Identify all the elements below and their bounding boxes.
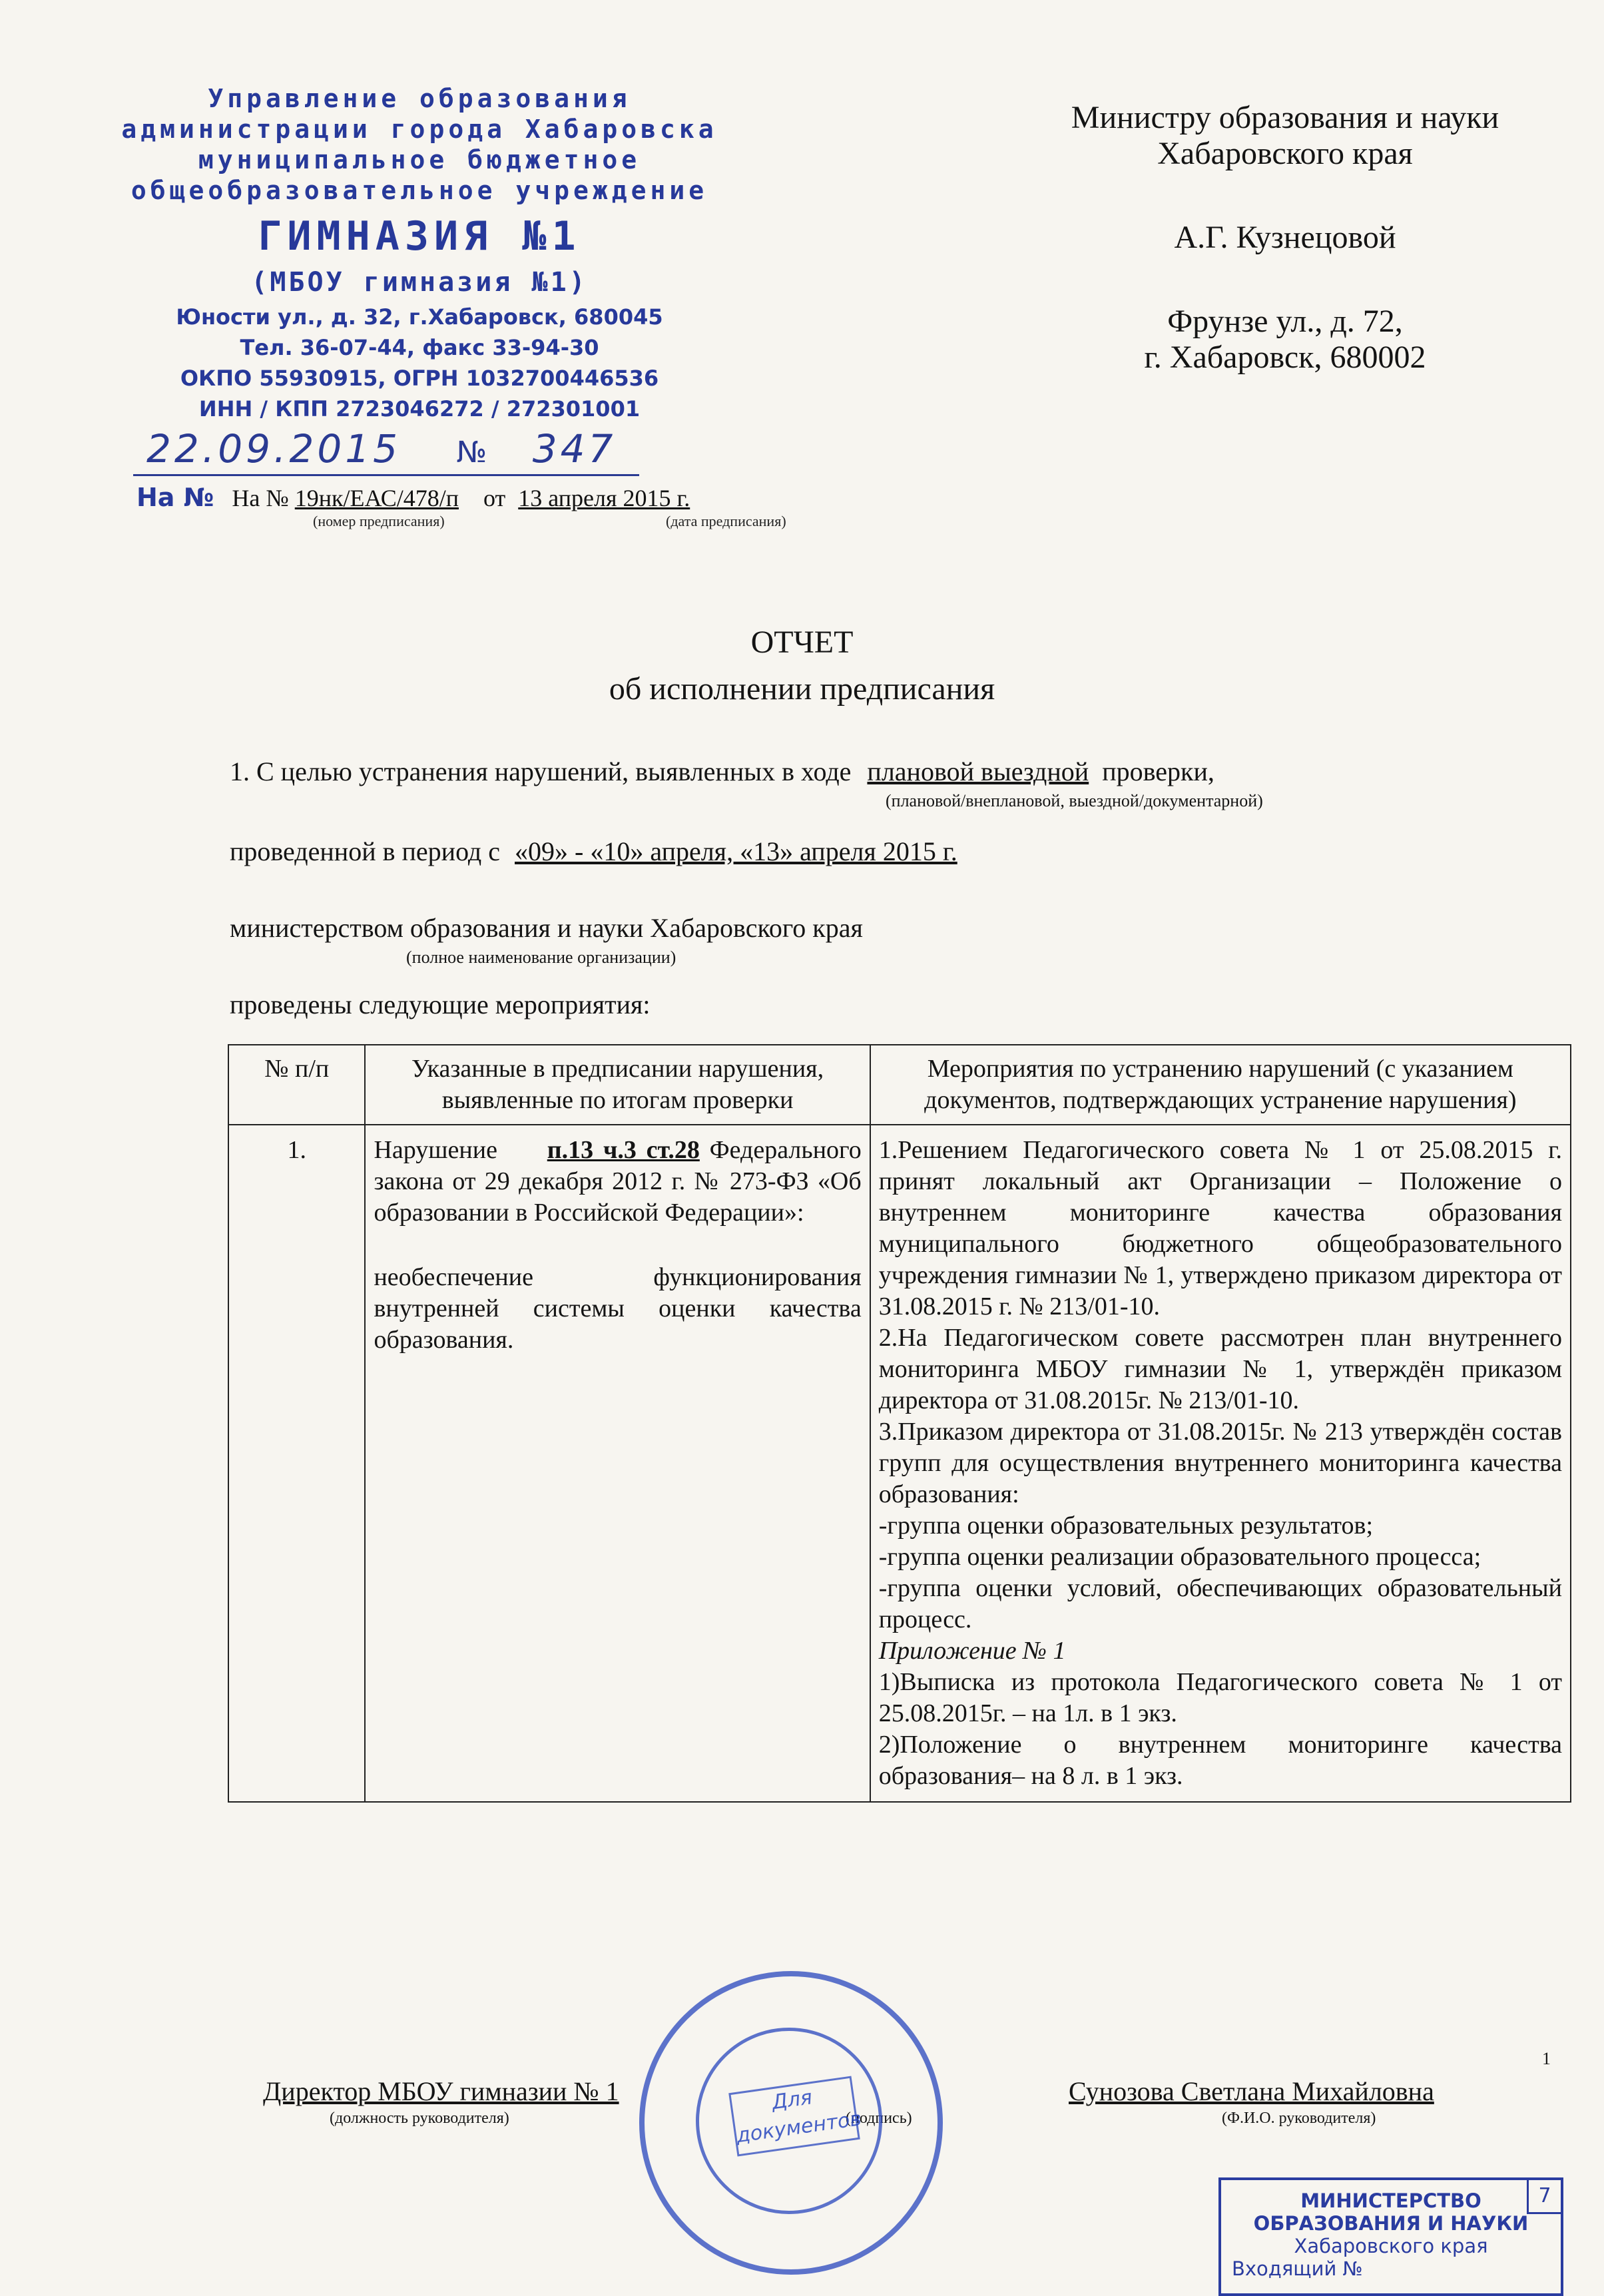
letterhead-address: Юности ул., д. 32, г.Хабаровск, 680045 — [176, 304, 663, 330]
intro-p1-suffix: проверки, — [1102, 756, 1214, 786]
measure-item: -группа оценки образовательных результатов; — [878, 1512, 1374, 1540]
seal-center-label: Для документов — [728, 2076, 860, 2157]
letterhead-line: муниципальное бюджетное — [198, 145, 641, 174]
letterhead-line: Управление образования — [208, 84, 631, 113]
reference-date: 13 апреля 2015 г. — [518, 485, 690, 511]
addressee-block — [985, 100, 1585, 376]
row-measures — [870, 1125, 1571, 1802]
header-violations: Указанные в предписании нарушения, выявленные по итогам проверки — [365, 1045, 870, 1125]
signer-name-hint: (Ф.И.О. руководителя) — [1222, 2110, 1376, 2127]
intro-p2-period: «09» - «10» апреля, «13» апреля 2015 г. — [515, 836, 957, 866]
reference-prefix: На № — [232, 485, 289, 511]
measure-item: -группа оценки условий, обеспечивающих образовательный процесс. — [878, 1574, 1562, 1633]
reference-line — [136, 483, 690, 512]
intro-paragraph-2 — [230, 836, 957, 867]
reference-ot: от — [483, 485, 506, 511]
page-number: 1 — [1542, 2049, 1551, 2068]
intro-p2-prefix: проведенной в период с — [230, 836, 501, 866]
signer-name — [1069, 2076, 1434, 2107]
header-number: № п/п — [228, 1045, 365, 1125]
attachment-item: 2)Положение о внутреннем мониторинге качества образования– на 8 л. в 1 экз. — [878, 1731, 1562, 1790]
attachment-item: 1)Выписка из протокола Педагогического совета № 1 от 25.08.2015г. – на 1л. в 1 экз. — [878, 1668, 1562, 1727]
incoming-number-label: Входящий № — [1232, 2257, 1363, 2280]
violation-text — [374, 1135, 861, 1229]
violation-law: Федерального закона от 29 декабря 2012 г. № 273-ФЗ «Об образовании в Российской Федерации»: — [374, 1136, 862, 1227]
table-header-row — [228, 1045, 1571, 1125]
measure-item: 3.Приказом директора от 31.08.2015г. № 213 утверждён состав групп для осуществления внутреннего мониторинга качества образования: — [878, 1418, 1562, 1508]
reference-number: 19нк/ЕАС/478/п — [294, 485, 459, 511]
outgoing-number: 347 — [532, 426, 617, 471]
letterhead-line: администрации города Хабаровска — [121, 115, 718, 144]
intro-paragraph-4: проведены следующие мероприятия: — [230, 990, 651, 1019]
letterhead-gymnasium: ГИМНАЗИЯ №1 — [258, 213, 581, 260]
reference-date-hint: (дата предписания) — [666, 513, 786, 529]
violation-pre: Нарушение — [374, 1136, 497, 1164]
addressee-line2: Хабаровского края — [1157, 136, 1413, 171]
outgoing-date: 22.09.2015 — [146, 426, 401, 471]
intro-paragraph-1 — [230, 756, 1214, 787]
header-measures: Мероприятия по устранению нарушений (с указанием документов, подтверждающих устранение нарушения) — [870, 1045, 1571, 1125]
letterhead-okpo: ОКПО 55930915, ОГРН 1032700446536 — [180, 366, 659, 391]
addressee-name: А.Г. Кузнецовой — [1174, 220, 1396, 255]
addressee-street: Фрунзе ул., д. 72, — [1167, 304, 1403, 339]
incoming-line3: Хабаровского края — [1294, 2235, 1488, 2257]
reference-number-hint: (номер предписания) — [313, 513, 445, 529]
outgoing-underline — [133, 474, 639, 476]
addressee-line1: Министру образования и науки — [1071, 100, 1499, 135]
letterhead-short-name: (МБОУ гимназия №1) — [251, 267, 588, 298]
row-violation — [365, 1125, 870, 1802]
outgoing-number-line — [146, 426, 653, 471]
intro-p1-hint: (плановой/внеплановой, выездной/документарной) — [886, 791, 1263, 810]
incoming-line1: МИНИСТЕРСТВО — [1300, 2189, 1481, 2212]
letterhead-line: общеобразовательное учреждение — [131, 176, 708, 205]
incoming-box-number: 7 — [1527, 2180, 1561, 2214]
appendix-label: Приложение № 1 — [878, 1637, 1066, 1665]
letterhead-phone: Тел. 36-07-44, факс 33-94-30 — [240, 335, 599, 360]
report-subtitle: об исполнении предписания — [609, 671, 995, 707]
measure-item: -группа оценки реализации образовательного процесса; — [878, 1543, 1481, 1571]
signature-hint: (подпись) — [846, 2110, 912, 2127]
signer-position-text: Директор МБОУ гимназии № 1 — [263, 2076, 619, 2106]
signer-position-hint: (должность руководителя) — [330, 2110, 509, 2127]
measure-item: 1.Решением Педагогического совета № 1 от 25.08.2015 г. принят локальный акт Организации – Положение о внутреннем мониторинге качества образования муниципального бюджетного общеобразовательного учреждения гимназии № 1, утверждено приказом директора от 31.08.2015 г. № 213/01-10. — [878, 1136, 1562, 1320]
violation-description: необеспечение функционирования внутренней системы оценки качества образования. — [374, 1263, 862, 1354]
incoming-stamp — [1218, 2177, 1563, 2296]
incoming-line2: ОБРАЗОВАНИЯ И НАУКИ — [1253, 2212, 1529, 2235]
letterhead-inn: ИНН / КПП 2723046272 / 272301001 — [198, 396, 641, 422]
intro-paragraph-3: министерством образования и науки Хабаровского края — [230, 913, 863, 943]
reference-na-label: На № — [136, 483, 214, 512]
measure-item: 2.На Педагогическом совете рассмотрен план внутреннего мониторинга МБОУ гимназии № 1, утверждён приказом директора от 31.08.2015г. № 213/01-10. — [878, 1324, 1562, 1414]
addressee-city: г. Хабаровск, 680002 — [1144, 340, 1426, 375]
intro-p1-type: плановой выездной — [867, 756, 1089, 786]
outgoing-no-label: № — [456, 435, 491, 469]
intro-p3-hint: (полное наименование организации) — [406, 948, 676, 967]
row-number: 1. — [228, 1125, 365, 1802]
signer-name-text: Сунозова Светлана Михайловна — [1069, 2076, 1434, 2106]
report-title: ОТЧЕТ — [750, 625, 854, 660]
intro-p1-prefix: 1. С целью устранения нарушений, выявленных в ходе — [230, 756, 852, 786]
violation-clause: п.13 ч.3 ст.28 — [547, 1136, 700, 1164]
table-row — [228, 1125, 1571, 1802]
letterhead-stamp — [100, 83, 739, 424]
measures-table — [228, 1044, 1571, 1803]
